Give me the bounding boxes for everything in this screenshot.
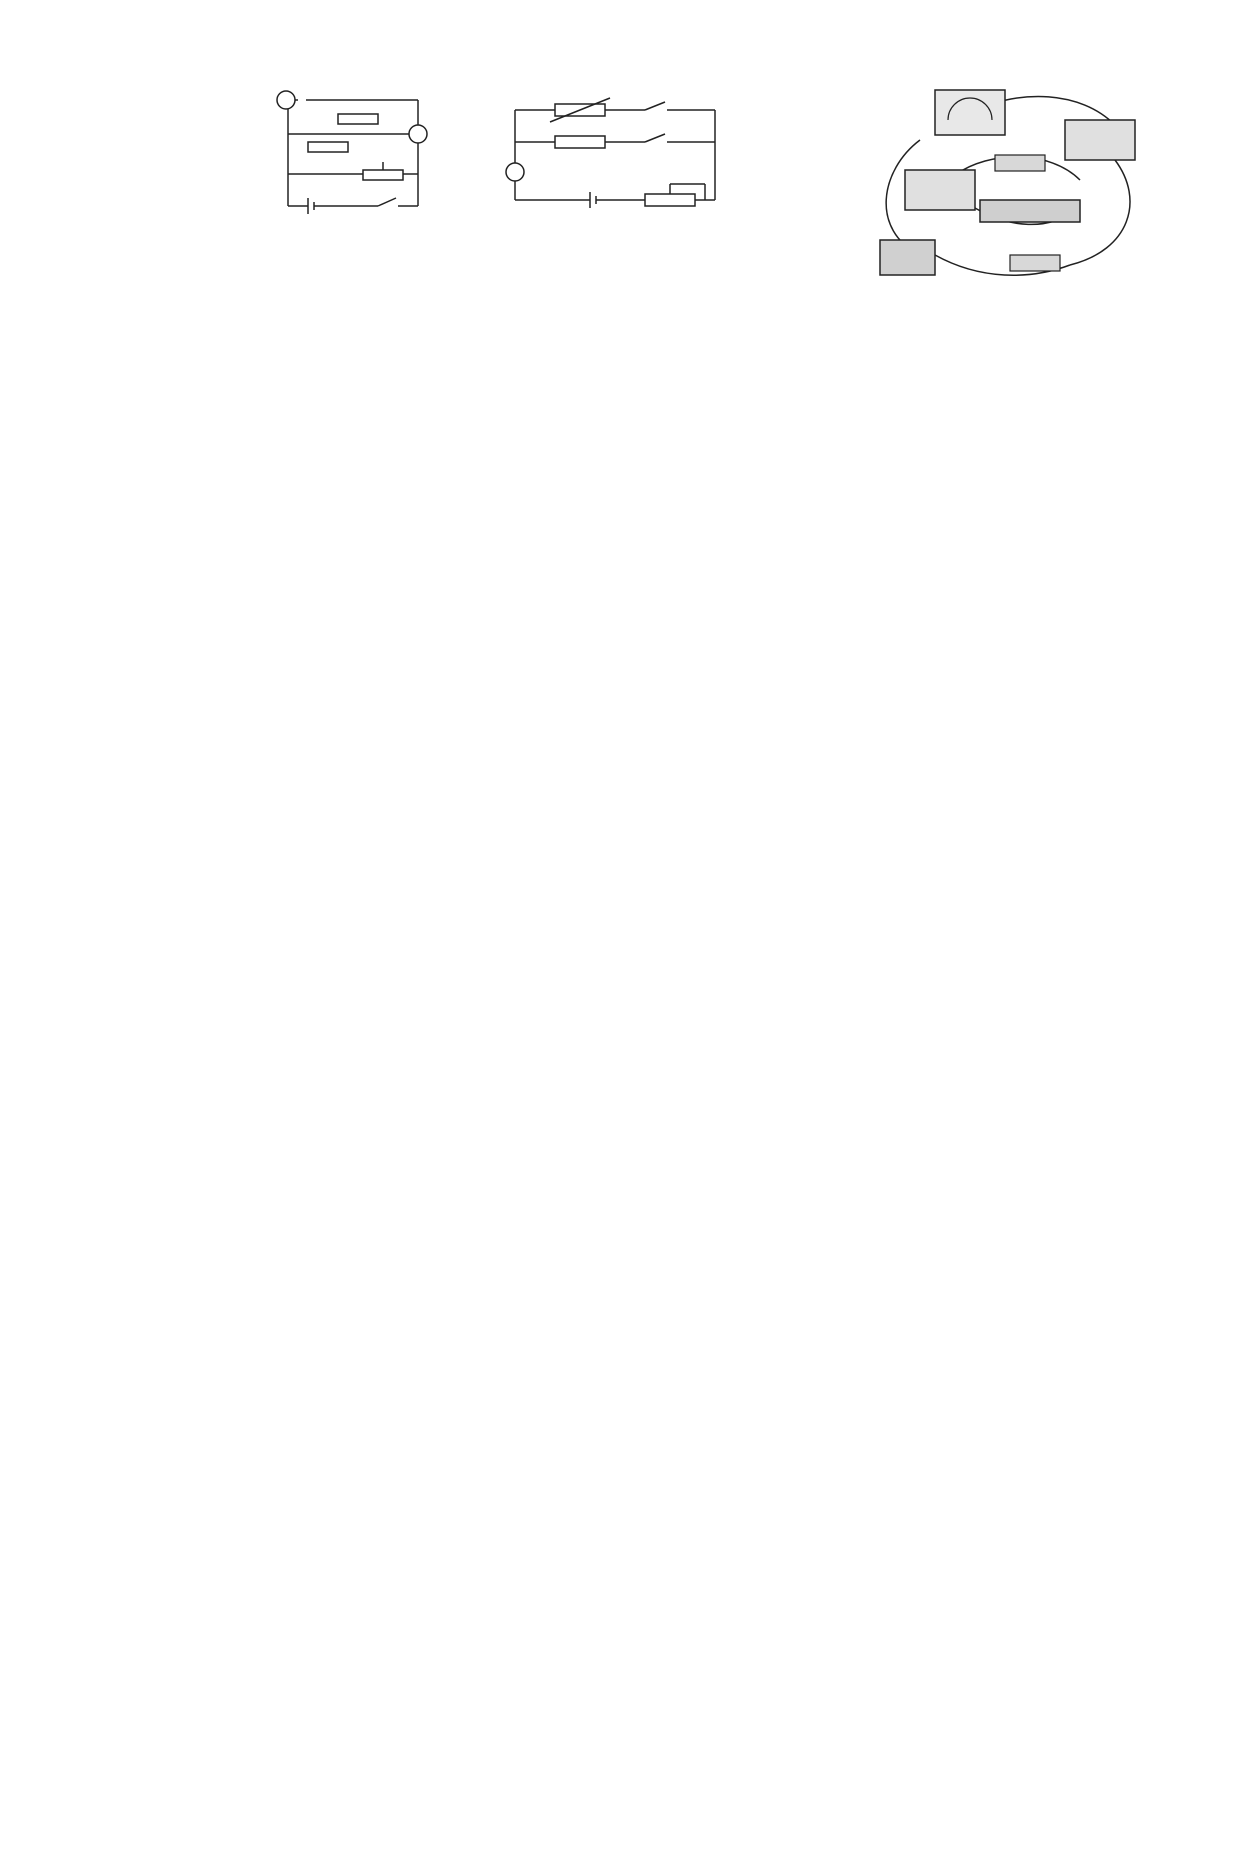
u-m-chart xyxy=(855,296,1155,536)
physical-circuit-diagram xyxy=(860,80,1160,290)
microammeter-icon xyxy=(935,90,1005,135)
column-3 xyxy=(830,74,1192,542)
circuit-block xyxy=(86,74,446,228)
ammeter-icon xyxy=(409,125,427,143)
resistance-box-icon xyxy=(905,170,975,210)
voltmeter-icon xyxy=(277,91,295,109)
circuit-diagram-1 xyxy=(268,74,446,224)
circuit-diagram-3 xyxy=(495,80,745,220)
ammeter-icon xyxy=(506,163,524,181)
column-1 xyxy=(86,74,446,236)
resistance-box-icon xyxy=(1065,120,1135,160)
switch-icon xyxy=(1010,255,1060,271)
rheostat-icon xyxy=(980,200,1080,222)
battery-icon xyxy=(880,240,935,275)
column-2 xyxy=(455,74,825,226)
switch-icon xyxy=(995,155,1045,171)
